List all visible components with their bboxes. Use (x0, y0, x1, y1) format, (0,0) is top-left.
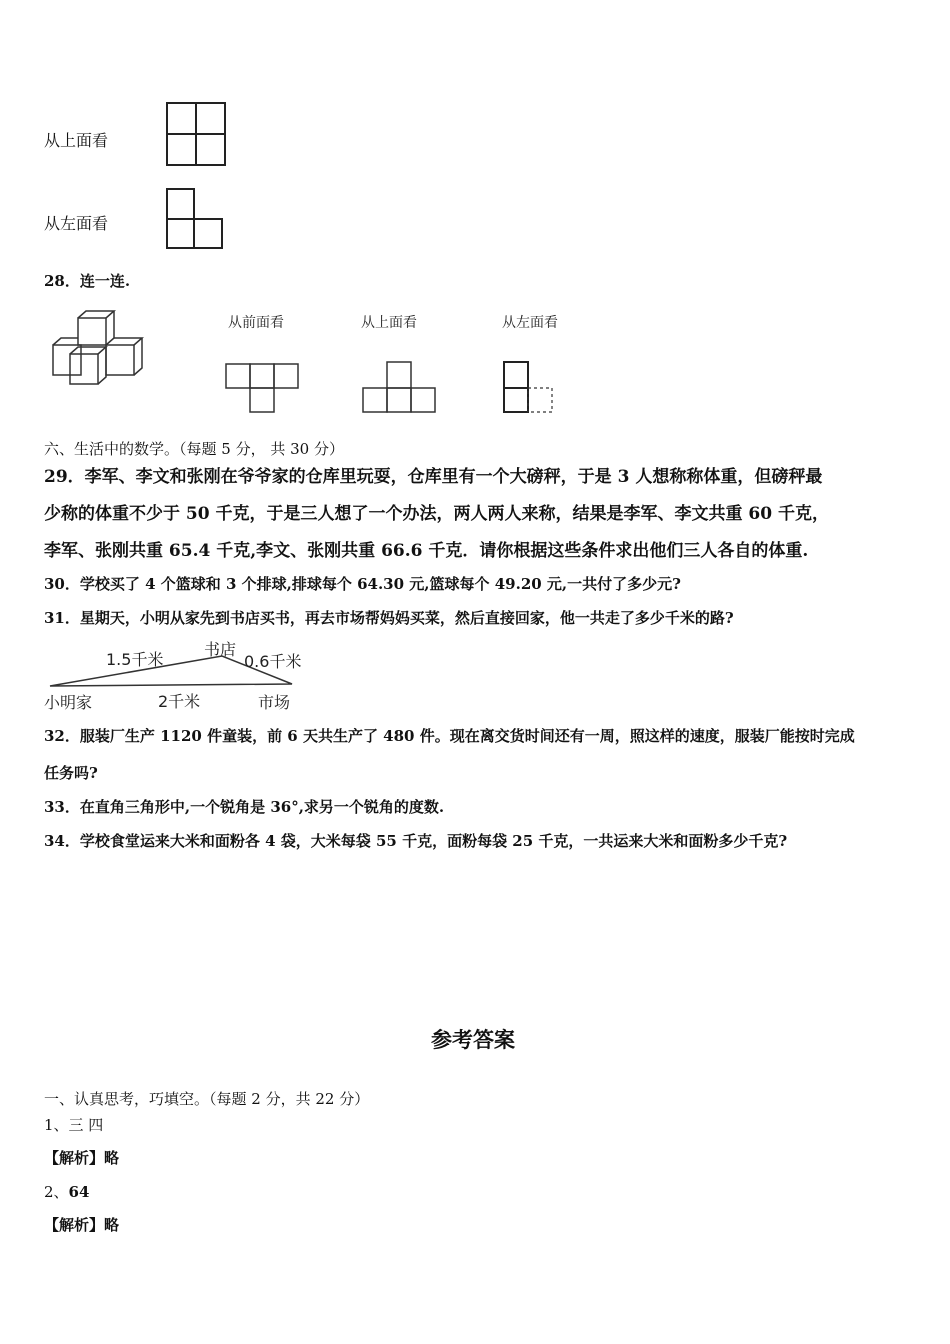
q28-top-view-label: 从上面看 (361, 315, 417, 331)
q29-line2: 少称的体重不少于 50 千克，于是三人想了一个办法，两人两人来称，结果是李军、李文共重 60 千克， (44, 504, 829, 524)
q32-line2: 任务吗? (44, 764, 98, 782)
q28-left-view-label: 从左面看 (502, 315, 558, 331)
answer-2-analysis: 【解析】略 (44, 1216, 120, 1234)
home-to-bookstore-distance: 1.5千米 (106, 650, 164, 669)
bookstore-label: 书店 (204, 640, 237, 659)
home-to-market-distance: 2千米 (158, 692, 201, 711)
top-view-inverted-t-figure (361, 360, 441, 416)
home-label: 小明家 (44, 693, 93, 712)
answers-title: 参考答案 (431, 1027, 515, 1052)
q28-front-view-label: 从前面看 (228, 315, 284, 331)
q28-text: 28．连一连. (44, 272, 131, 290)
q32-line1: 32．服装厂生产 1120 件童装，前 6 天共生产了 480 件。现在离交货时间还有一周，照这样的速度，服装厂能按时完成 (44, 727, 855, 745)
from-left-label: 从左面看 (44, 214, 109, 233)
front-view-t-figure (224, 362, 304, 416)
section6-heading: 六、生活中的数学。（每题 5 分， 共 30 分） (44, 440, 344, 458)
answer-2-number: 2、 (44, 1183, 69, 1201)
stacked-cubes-figure (48, 308, 153, 390)
q30-text: 30．学校买了 4 个篮球和 3 个排球,排球每个 64.30 元,篮球每个 49.20 元,一共付了多少元? (44, 575, 681, 593)
q29-line3: 李军、张刚共重 65.4 千克,李文、张刚共重 66.6 千克．请你根据这些条件求出他们三人各自的体重. (44, 541, 809, 561)
left-view-l-figure (164, 186, 226, 252)
answer-1: 1、三 四 (44, 1116, 104, 1134)
answer-2-value: 64 (68, 1183, 90, 1201)
answers-section1-heading: 一、认真思考，巧填空。（每题 2 分，共 22 分） (44, 1090, 370, 1108)
left-view-column-figure (500, 360, 556, 416)
q34-text: 34．学校食堂运来大米和面粉各 4 袋，大米每袋 55 千克，面粉每袋 25 千克，一共运来大米和面粉多少千克? (44, 832, 788, 850)
q31-text: 31．星期天，小明从家先到书店买书，再去市场帮妈妈买菜，然后直接回家，他一共走了多少千米的路? (44, 609, 734, 627)
q29-line1: 29．李军、李文和张刚在爷爷家的仓库里玩耍，仓库里有一个大磅秤，于是 3 人想称称体重，但磅秤最 (44, 467, 823, 487)
answer-1-analysis: 【解析】略 (44, 1149, 120, 1167)
q33-text: 33．在直角三角形中,一个锐角是 36°,求另一个锐角的度数. (44, 798, 445, 816)
bookstore-to-market-distance: 0.6千米 (244, 652, 302, 671)
from-top-label: 从上面看 (44, 131, 109, 150)
top-view-grid-figure (164, 100, 228, 168)
market-label: 市场 (258, 693, 291, 712)
answer-2 (44, 1181, 89, 1202)
